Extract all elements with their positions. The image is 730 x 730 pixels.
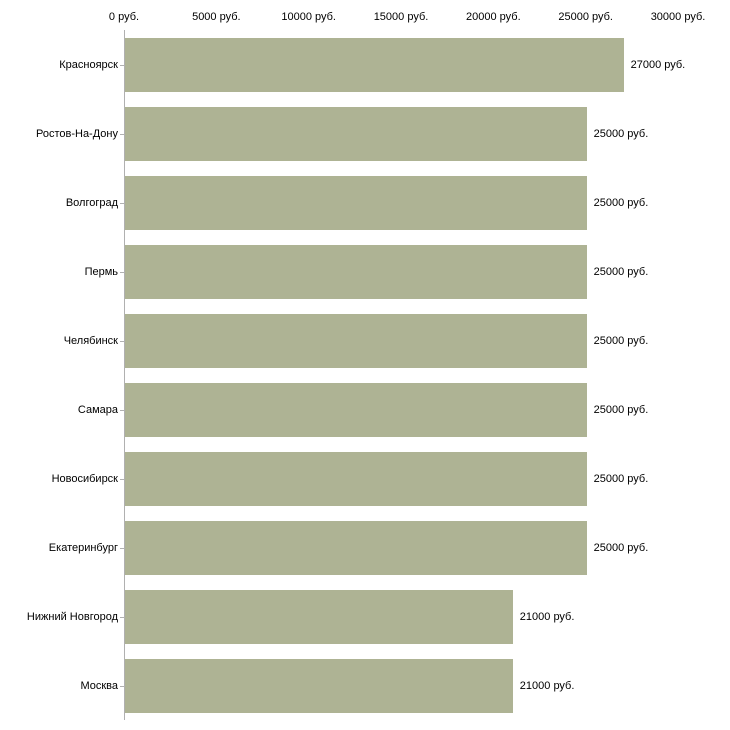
chart-row [0, 375, 730, 444]
bar[interactable] [125, 245, 587, 299]
chart-row [0, 582, 730, 651]
bar-value-label: 27000 руб. [630, 58, 686, 71]
chart-row [0, 651, 730, 720]
bar[interactable] [125, 590, 513, 644]
chart-row [0, 306, 730, 375]
x-axis-tick-label: 10000 руб. [281, 11, 336, 23]
category-label: Екатеринбург [48, 541, 118, 554]
bar[interactable] [125, 176, 587, 230]
category-label: Ростов-На-Дону [35, 127, 118, 140]
bar[interactable] [125, 452, 587, 506]
category-label: Волгоград [65, 196, 118, 209]
category-tick [120, 617, 124, 618]
category-tick [120, 272, 124, 273]
category-label: Новосибирск [51, 472, 118, 485]
bar-value-label: 25000 руб. [593, 127, 649, 140]
chart-row [0, 237, 730, 306]
category-tick [120, 686, 124, 687]
category-label: Нижний Новгород [26, 610, 118, 623]
bar[interactable] [125, 107, 587, 161]
bar-value-label: 21000 руб. [519, 679, 575, 692]
category-tick [120, 548, 124, 549]
x-axis-tick-label: 5000 руб. [192, 11, 241, 23]
x-axis-tick-label: 30000 руб. [650, 11, 706, 23]
bar-value-label: 21000 руб. [519, 610, 575, 623]
category-tick [120, 479, 124, 480]
chart-row [0, 444, 730, 513]
bar[interactable] [125, 383, 587, 437]
bar[interactable] [125, 521, 587, 575]
category-label: Челябинск [63, 334, 118, 347]
bar-value-label: 25000 руб. [593, 265, 649, 278]
bar[interactable] [125, 659, 513, 713]
category-label: Пермь [84, 265, 118, 278]
chart-row [0, 513, 730, 582]
bar-value-label: 25000 руб. [593, 472, 649, 485]
bar[interactable] [125, 314, 587, 368]
category-tick [120, 410, 124, 411]
chart-row [0, 30, 730, 99]
x-axis-tick-label: 15000 руб. [373, 11, 429, 23]
x-axis-tick-label: 20000 руб. [466, 11, 521, 23]
bar-value-label: 25000 руб. [593, 541, 649, 554]
category-label: Москва [80, 679, 118, 692]
category-tick [120, 203, 124, 204]
x-axis-tick-label: 0 руб. [108, 11, 140, 23]
category-tick [120, 134, 124, 135]
category-tick [120, 65, 124, 66]
x-axis-tick-label: 25000 руб. [558, 11, 613, 23]
x-axis [0, 0, 730, 30]
chart-row [0, 99, 730, 168]
category-label: Самара [77, 403, 118, 416]
category-tick [120, 341, 124, 342]
bar-value-label: 25000 руб. [593, 196, 649, 209]
chart-row [0, 168, 730, 237]
bar-value-label: 25000 руб. [593, 403, 649, 416]
bar-value-label: 25000 руб. [593, 334, 649, 347]
bar[interactable] [125, 38, 624, 92]
category-label: Красноярск [59, 58, 118, 71]
plot-area [0, 30, 730, 720]
